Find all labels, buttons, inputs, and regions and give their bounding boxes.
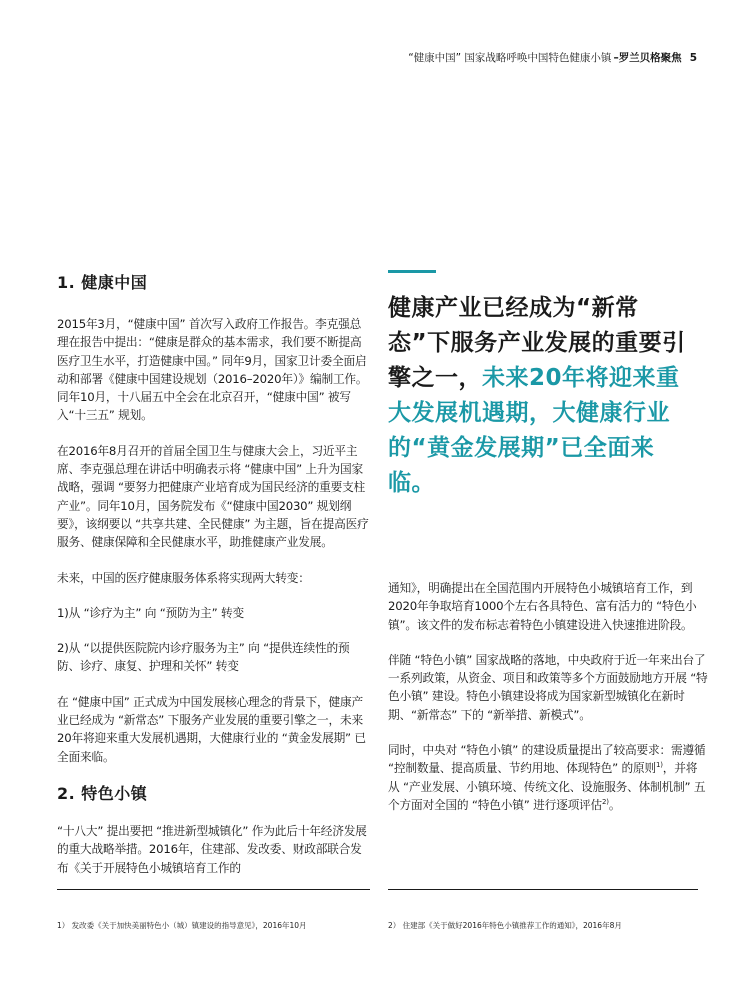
footnote-divider-right bbox=[388, 889, 698, 890]
footnote-1: 1） 发改委《关于加快美丽特色小（城）镇建设的指导意见》，2016年10月 bbox=[57, 921, 307, 930]
pull-quote-part-1: 健康产业已经成为“新常态”下服务产业发展的重要引擎之一， bbox=[388, 295, 686, 391]
header-brand: –罗兰贝格聚焦 bbox=[613, 52, 682, 64]
footnote-ref-2: 2) bbox=[602, 798, 609, 807]
footnote-2: 2） 住建部《关于做好2016年特色小镇推荐工作的通知》，2016年8月 bbox=[388, 921, 622, 930]
footnote-ref-1: 1) bbox=[655, 761, 663, 770]
section-1-paragraph-3: 未来，中国的医疗健康服务体系将实现两大转变： bbox=[57, 570, 310, 585]
right-paragraph-2: 伴随 “特色小镇” 国家战略的落地，中央政府于近一年来出台了一系列政策，从资金、项目和政策等多个方面鼓励地方开展 “特色小镇” 建设。特色小镇建设将成为国家新型城镇化在新时期、“新常态” 下的 “新举措、新模式”。 bbox=[388, 652, 708, 722]
pull-quote-highlight: 未来20年将迎来重大发展机遇期，大健康行业的“黄金发展期”已全面来临。 bbox=[388, 365, 680, 496]
footnote-divider-left bbox=[57, 889, 370, 890]
page-number: 5 bbox=[689, 52, 697, 64]
page-header bbox=[408, 50, 697, 65]
left-column bbox=[57, 270, 370, 877]
section-1-paragraph-2: 在2016年8月召开的首届全国卫生与健康大会上，习近平主席、李克强总理在讲话中明确表示将 “健康中国” 上升为国家战略，强调 “要努力把健康产业培育成为国民经济的重要支柱产业”。同年10月，国务院发布《“健康中国2030” 规划纲要》，该纲要以 “共享共建、全民健康” 为主题，旨在提高医疗服务、健康保障和全民健康水平，助推健康产业发展。 bbox=[57, 443, 369, 550]
section-2-title: 2. 特色小镇 bbox=[57, 783, 148, 803]
section-1-title: 1. 健康中国 bbox=[57, 273, 148, 292]
right-column bbox=[388, 579, 708, 814]
section-1-paragraph-5: 2)从 “以提供医院院内诊疗服务为主” 向 “提供连续性的预防、诊疗、康复、护理和关怀” 转变 bbox=[57, 641, 350, 674]
right-paragraph-1: 通知》，明确提出在全国范围内开展特色小城镇培育工作，到2020年争取培育1000个左右各具特色、富有活力的 “特色小镇”。该文件的发布标志着特色小镇建设进入快速推进阶段。 bbox=[388, 581, 697, 632]
header-title: “健康中国” 国家战略呼唤中国特色健康小镇 bbox=[408, 52, 612, 64]
pull-quote bbox=[388, 291, 698, 501]
section-1-paragraph-1: 2015年3月，“健康中国” 首次写入政府工作报告。李克强总理在报告中提出：“健康是群众的基本需求，我们要不断提高医疗卫生水平，打造健康中国。” 同年9月，国家卫计委全面启动和部署《健康中国建设规划（2016–2020年）》编制工作。同年10月，十八届五中全会在北京召开，“健康中国” 被写入“十三五” 规划。 bbox=[57, 317, 368, 423]
section-1-paragraph-6: 在 “健康中国” 正式成为中国发展核心理念的背景下，健康产业已经成为 “新常态” 下服务产业发展的重要引擎之一，未来20年将迎来重大发展机遇期，大健康行业的 “黄金发展期” 已全面来临。 bbox=[57, 694, 366, 764]
accent-bar bbox=[388, 270, 436, 273]
right-paragraph-3: 同时，中央对 “特色小镇” 的建设质量提出了较高要求：需遵循 “控制数量、提高质量、节约用地、体现特色” 的原则$^{1)}$，并将从 “产业发展、小镇环境、传统文化、设施服务、体制机制” 五个方面对全国的 “特色小镇” 进行逐项评估$^{2)}$。 bbox=[388, 743, 706, 812]
section-2-paragraph-1: “十八大” 提出要把 “推进新型城镇化” 作为此后十年经济发展的重大战略举措。2016年，住建部、发改委、财政部联合发布《关于开展特色小城镇培育工作的 bbox=[57, 823, 367, 875]
section-1-paragraph-4: 1)从 “诊疗为主” 向 “预防为主” 转变 bbox=[57, 605, 244, 620]
